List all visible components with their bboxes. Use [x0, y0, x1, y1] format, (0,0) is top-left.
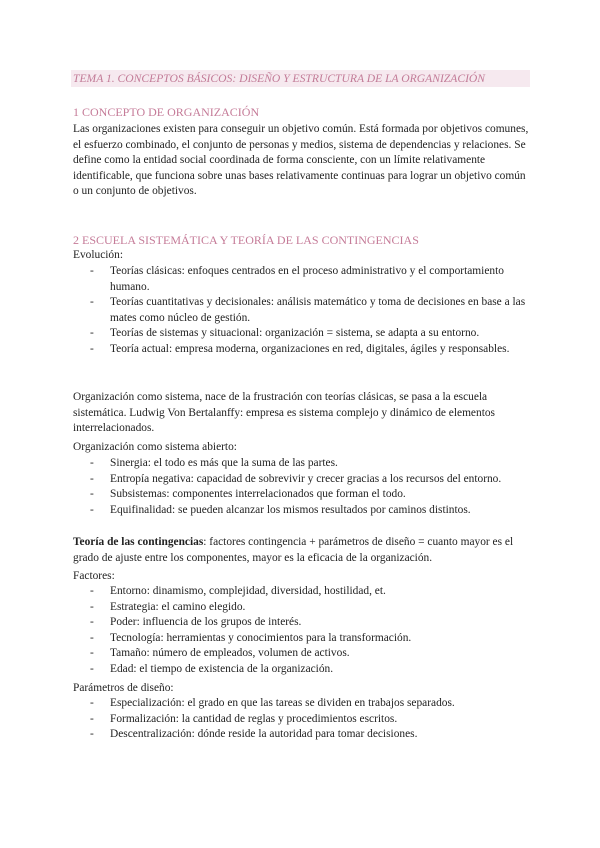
list-item: - Tamaño: número de empleados, volumen de activos.	[90, 647, 350, 660]
list-item: - Teorías clásicas: enfoques centrados en el proceso administrativo y el comportamiento humano.	[90, 265, 504, 293]
list-item: - Especialización: el grado en que las tareas se dividen en trabajos separados.	[90, 697, 455, 709]
abierto-list	[73, 456, 533, 518]
list-item: - Sinergia: el todo es más que la suma de las partes.	[90, 457, 338, 469]
list-item: - Entropía negativa: capacidad de sobrevivir y crecer gracias a los recursos del entorno.	[90, 472, 502, 485]
list-item: - Teorías cuantitativas y decisionales: análisis matemático y toma de decisiones en base a las mates como núcleo de gestión.	[90, 296, 526, 324]
factores-list	[73, 584, 533, 678]
section-2-heading: 2 ESCUELA SISTEMÁTICA Y TEORÍA DE LAS CONTINGENCIAS	[73, 233, 419, 247]
evolucion-list	[73, 264, 533, 358]
section-1-heading: 1 CONCEPTO DE ORGANIZACIÓN	[73, 105, 260, 119]
list-item: - Estrategia: el camino elegido.	[90, 600, 246, 613]
parametros-label: Parámetros de diseño:	[73, 682, 174, 694]
parametros-list	[73, 696, 533, 743]
list-item: - Descentralización: dónde reside la autoridad para tomar decisiones.	[90, 728, 418, 741]
document-title: TEMA 1. CONCEPTOS BÁSICOS: DISEÑO Y ESTRUCTURA DE LA ORGANIZACIÓN	[73, 72, 486, 85]
abierto-label: Organización como sistema abierto:	[73, 441, 237, 453]
list-item: - Teorías de sistemas y situacional: organización = sistema, se adapta a su entorno.	[90, 327, 480, 340]
section-1-paragraph: Las organizaciones existen para conseguir un objetivo común. Está formada por objetivos comunes, el esfuerzo combinado, el conjunto de personas y medios, sistema de dependencias y relaciones. Se define como la entidad social coordinada de forma consciente, con un límite relativamente identificable, que funciona sobre unas bases relativamente continuas para lograr un objetivo común o un conjunto de objetivos.	[73, 123, 529, 198]
contingencias-term: Teoría de las contingencias	[73, 536, 204, 548]
factores-label: Factores:	[73, 570, 115, 582]
list-item: - Subsistemas: componentes interrelacionados que forman el todo.	[90, 488, 406, 501]
list-item: - Tecnología: herramientas y conocimientos para la transformación.	[90, 631, 412, 644]
list-item: - Edad: el tiempo de existencia de la organización.	[90, 662, 334, 675]
evolucion-label: Evolución:	[73, 249, 123, 261]
list-item: - Equifinalidad: se pueden alcanzar los mismos resultados por caminos distintos.	[90, 503, 471, 516]
list-item: - Poder: influencia de los grupos de interés.	[90, 616, 302, 629]
list-item: - Entorno: dinamismo, complejidad, diversidad, hostilidad, et.	[90, 585, 386, 597]
sistema-paragraph: Organización como sistema, nace de la frustración con teorías clásicas, se pasa a la escuela sistemática. Ludwig Von Bertalanffy: empresa es sistema complejo y dinámico de elementos interrelacionados.	[73, 391, 495, 435]
list-item: - Teoría actual: empresa moderna, organizaciones en red, digitales, ágiles y responsables.	[90, 342, 510, 355]
list-item: - Formalización: la cantidad de reglas y procedimientos escritos.	[90, 712, 398, 725]
contingencias-paragraph: Teoría de las contingencias: factores contingencia + parámetros de diseño = cuanto mayor es el grado de ajuste entre los componentes, mayor es la eficacia de la organización.	[73, 536, 514, 564]
